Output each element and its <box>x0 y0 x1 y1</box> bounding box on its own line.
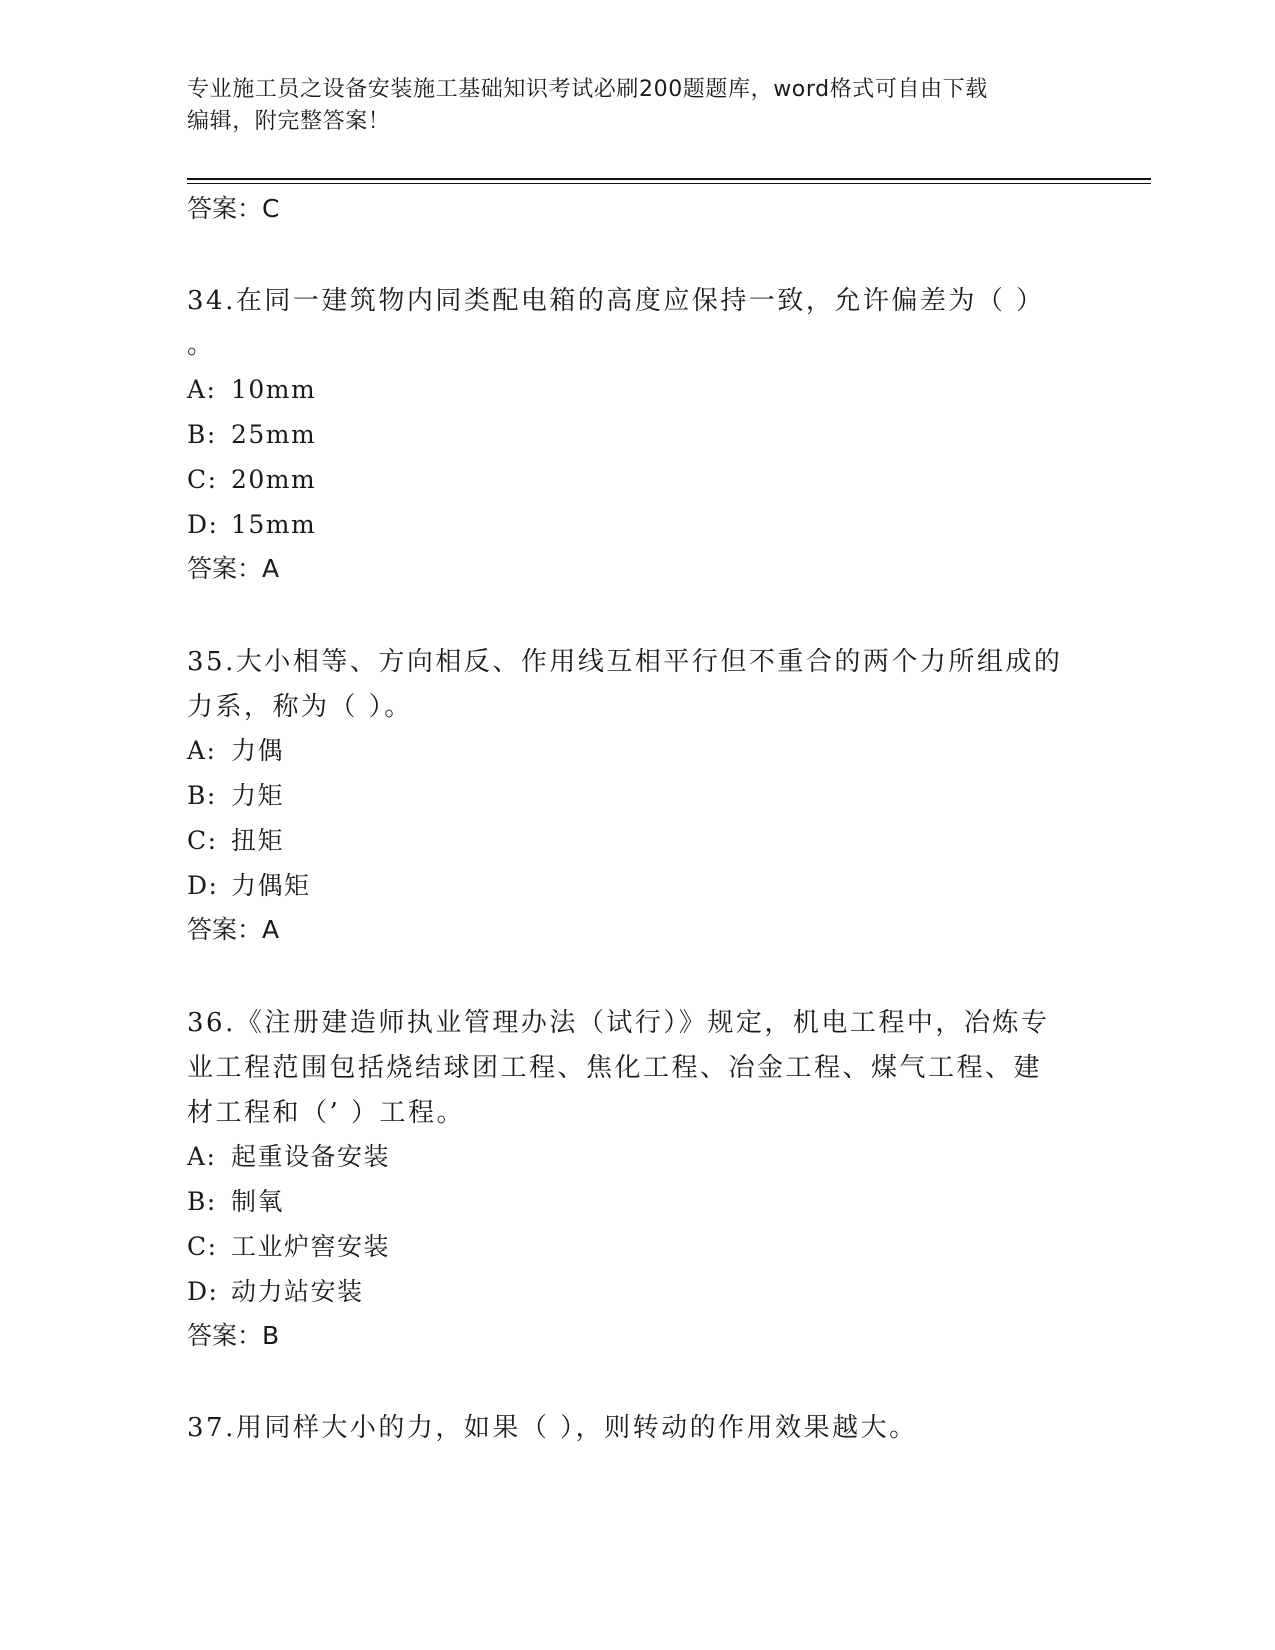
option-label: A: <box>187 1142 217 1171</box>
option-label: C: <box>187 1232 218 1261</box>
option-text: 力偶 <box>231 736 285 765</box>
question-stem-line: 业工程范围包括烧结球团工程、焦化工程、冶金工程、煤气工程、建 <box>187 1053 1043 1083</box>
question-stem-line: 37.用同样大小的力，如果（ ），则转动的作用效果越大。 <box>187 1413 918 1443</box>
option-text: 20mm <box>231 465 317 494</box>
option-a <box>187 735 284 767</box>
option-label: B: <box>187 420 217 449</box>
option-label: B: <box>187 1187 217 1216</box>
option-text: 工业炉窖安装 <box>231 1232 391 1261</box>
option-b <box>187 780 284 812</box>
question-stem-line: 35.大小相等、方向相反、作用线互相平行但不重合的两个力所组成的 <box>187 647 1063 677</box>
option-c <box>187 825 284 857</box>
option-label: D: <box>187 510 219 539</box>
option-text: 力矩 <box>231 781 285 810</box>
answer-q36: 答案：B <box>187 1321 280 1350</box>
option-d <box>187 870 311 902</box>
answer-q35: 答案：A <box>187 915 280 944</box>
option-text: 力偶矩 <box>231 871 311 900</box>
option-d <box>187 1276 364 1308</box>
question-stem-line: 。 <box>187 330 216 360</box>
option-text: 动力站安装 <box>231 1277 364 1306</box>
answer-q33: 答案：C <box>187 194 280 223</box>
option-c <box>187 464 316 496</box>
question-stem-line: 34.在同一建筑物内同类配电箱的高度应保持一致，允许偏差为（ ） <box>187 286 1045 316</box>
header-line-2: 编辑，附完整答案！ <box>187 109 391 134</box>
option-label: C: <box>187 826 218 855</box>
header-line-1: 专业施工员之设备安装施工基础知识考试必刷200题题库，word格式可自由下载 <box>187 77 988 102</box>
answer-q34: 答案：A <box>187 554 280 583</box>
option-b <box>187 419 316 451</box>
header-rule-thin <box>187 183 1151 184</box>
option-label: A: <box>187 375 217 404</box>
option-c <box>187 1231 390 1263</box>
option-text: 制氧 <box>231 1187 285 1216</box>
option-text: 扭矩 <box>231 826 285 855</box>
option-b <box>187 1186 284 1218</box>
option-d <box>187 509 316 541</box>
option-label: D: <box>187 871 219 900</box>
option-text: 15mm <box>231 510 317 539</box>
option-a <box>187 1141 390 1173</box>
option-a <box>187 374 316 406</box>
question-stem-line: 36.《注册建造师执业管理办法（试行）》规定，机电工程中，冶炼专 <box>187 1008 1050 1038</box>
option-label: B: <box>187 781 217 810</box>
question-stem-line: 力系，称为（ ）。 <box>187 692 413 722</box>
option-label: D: <box>187 1277 219 1306</box>
option-text: 起重设备安装 <box>231 1142 391 1171</box>
header-rule-thick <box>187 178 1151 180</box>
option-text: 10mm <box>231 375 317 404</box>
option-label: C: <box>187 465 218 494</box>
document-header <box>187 74 1087 138</box>
question-stem-line: 材工程和（’ ）工程。 <box>187 1098 466 1128</box>
option-text: 25mm <box>231 420 317 449</box>
option-label: A: <box>187 736 217 765</box>
